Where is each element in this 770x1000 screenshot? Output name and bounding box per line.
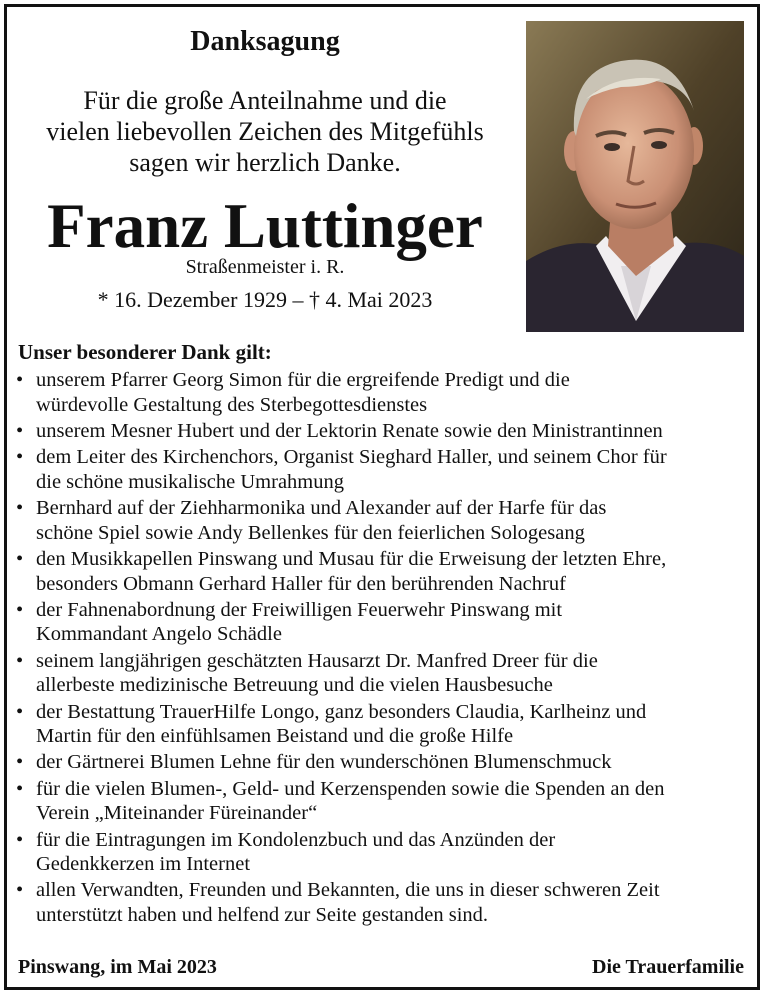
- list-item-line: den Musikkapellen Pinswang und Musau für die Erweisung der letzten Ehre,: [36, 547, 667, 570]
- list-item: [14, 700, 754, 749]
- list-item-line: unserem Pfarrer Georg Simon für die ergreifende Predigt und die: [36, 369, 570, 391]
- list-item-line: würdevolle Gestaltung des Sterbegottesdienstes: [36, 393, 428, 416]
- list-item-line: besonders Obmann Gerhard Haller für den berührenden Nachruf: [36, 572, 566, 595]
- list-item-line: unterstützt haben und helfend zur Seite gestanden sind.: [36, 904, 489, 927]
- list-item-line: allerbeste medizinische Betreuung und die vielen Hausbesuche: [36, 674, 553, 697]
- list-item-line: die schöne musikalische Umrahmung: [36, 470, 345, 493]
- list-item-line: schöne Spiel sowie Andy Bellenkes für den feierlichen Sologesang: [36, 521, 585, 544]
- intro-text: [20, 85, 510, 178]
- deceased-name: Franz Luttinger: [47, 191, 483, 261]
- bullet-icon: •: [16, 547, 24, 570]
- list-item: [14, 445, 754, 494]
- list-item: [14, 878, 754, 927]
- bullet-icon: •: [16, 598, 24, 621]
- intro-line: vielen liebevollen Zeichen des Mitgefühls: [46, 117, 484, 146]
- list-item-line: Verein „Miteinander Füreinander“: [36, 802, 318, 825]
- list-item: [14, 750, 754, 775]
- list-item-line: der Gärtnerei Blumen Lehne für den wunderschönen Blumenschmuck: [36, 751, 612, 774]
- list-item-line: für die vielen Blumen-, Geld- und Kerzenspenden sowie die Spenden an den: [36, 777, 665, 800]
- bullet-icon: •: [16, 497, 24, 520]
- list-item: [14, 496, 754, 545]
- list-item: [14, 649, 754, 698]
- list-item: [14, 777, 754, 826]
- bullet-icon: •: [16, 879, 24, 902]
- list-item-line: der Bestattung TrauerHilfe Longo, ganz besonders Claudia, Karlheinz und: [36, 700, 647, 723]
- bullet-icon: •: [16, 649, 24, 672]
- bullet-icon: •: [16, 419, 24, 442]
- bullet-icon: •: [16, 777, 24, 800]
- signature: Die Trauerfamilie: [592, 956, 744, 978]
- bullet-icon: •: [16, 446, 24, 469]
- list-item-line: Kommandant Angelo Schädle: [36, 623, 282, 646]
- bullet-icon: •: [16, 828, 24, 851]
- list-item: [14, 598, 754, 647]
- list-item-line: unserem Mesner Hubert und der Lektorin Renate sowie den Ministrantinnen: [36, 419, 663, 442]
- portrait-photo: [526, 21, 744, 332]
- intro-line: sagen wir herzlich Danke.: [129, 148, 401, 177]
- list-item-line: dem Leiter des Kirchenchors, Organist Sieghard Haller, und seinem Chor für: [36, 446, 667, 469]
- thanks-list: [14, 368, 754, 929]
- intro-line: Für die große Anteilnahme und die: [83, 86, 447, 115]
- list-item-line: der Fahnenabordnung der Freiwilligen Feuerwehr Pinswang mit: [36, 598, 563, 621]
- list-item-line: Gedenkkerzen im Internet: [36, 853, 251, 876]
- list-item: [14, 547, 754, 596]
- list-item: [14, 368, 754, 417]
- list-item-line: für die Eintragungen im Kondolenzbuch und das Anzünden der: [36, 828, 556, 851]
- list-item: [14, 828, 754, 877]
- place-date: Pinswang, im Mai 2023: [18, 956, 217, 978]
- page-title: Danksagung: [190, 26, 340, 57]
- thanks-heading: Unser besonderer Dank gilt:: [18, 340, 272, 364]
- bullet-icon: •: [16, 700, 24, 723]
- list-item-line: Bernhard auf der Ziehharmonika und Alexander auf der Harfe für das: [36, 497, 607, 520]
- list-item: [14, 419, 754, 444]
- deceased-dates: * 16. Dezember 1929 – † 4. Mai 2023: [97, 287, 433, 312]
- list-item-line: Martin für den einfühlsamen Beistand und die große Hilfe: [36, 725, 514, 748]
- deceased-profession: Straßenmeister i. R.: [185, 256, 345, 278]
- list-item-line: seinem langjährigen geschätzten Hausarzt Dr. Manfred Dreer für die: [36, 649, 598, 672]
- bullet-icon: •: [16, 751, 24, 774]
- list-item-line: allen Verwandten, Freunden und Bekannten, die uns in dieser schweren Zeit: [36, 879, 660, 902]
- bullet-icon: •: [16, 369, 24, 391]
